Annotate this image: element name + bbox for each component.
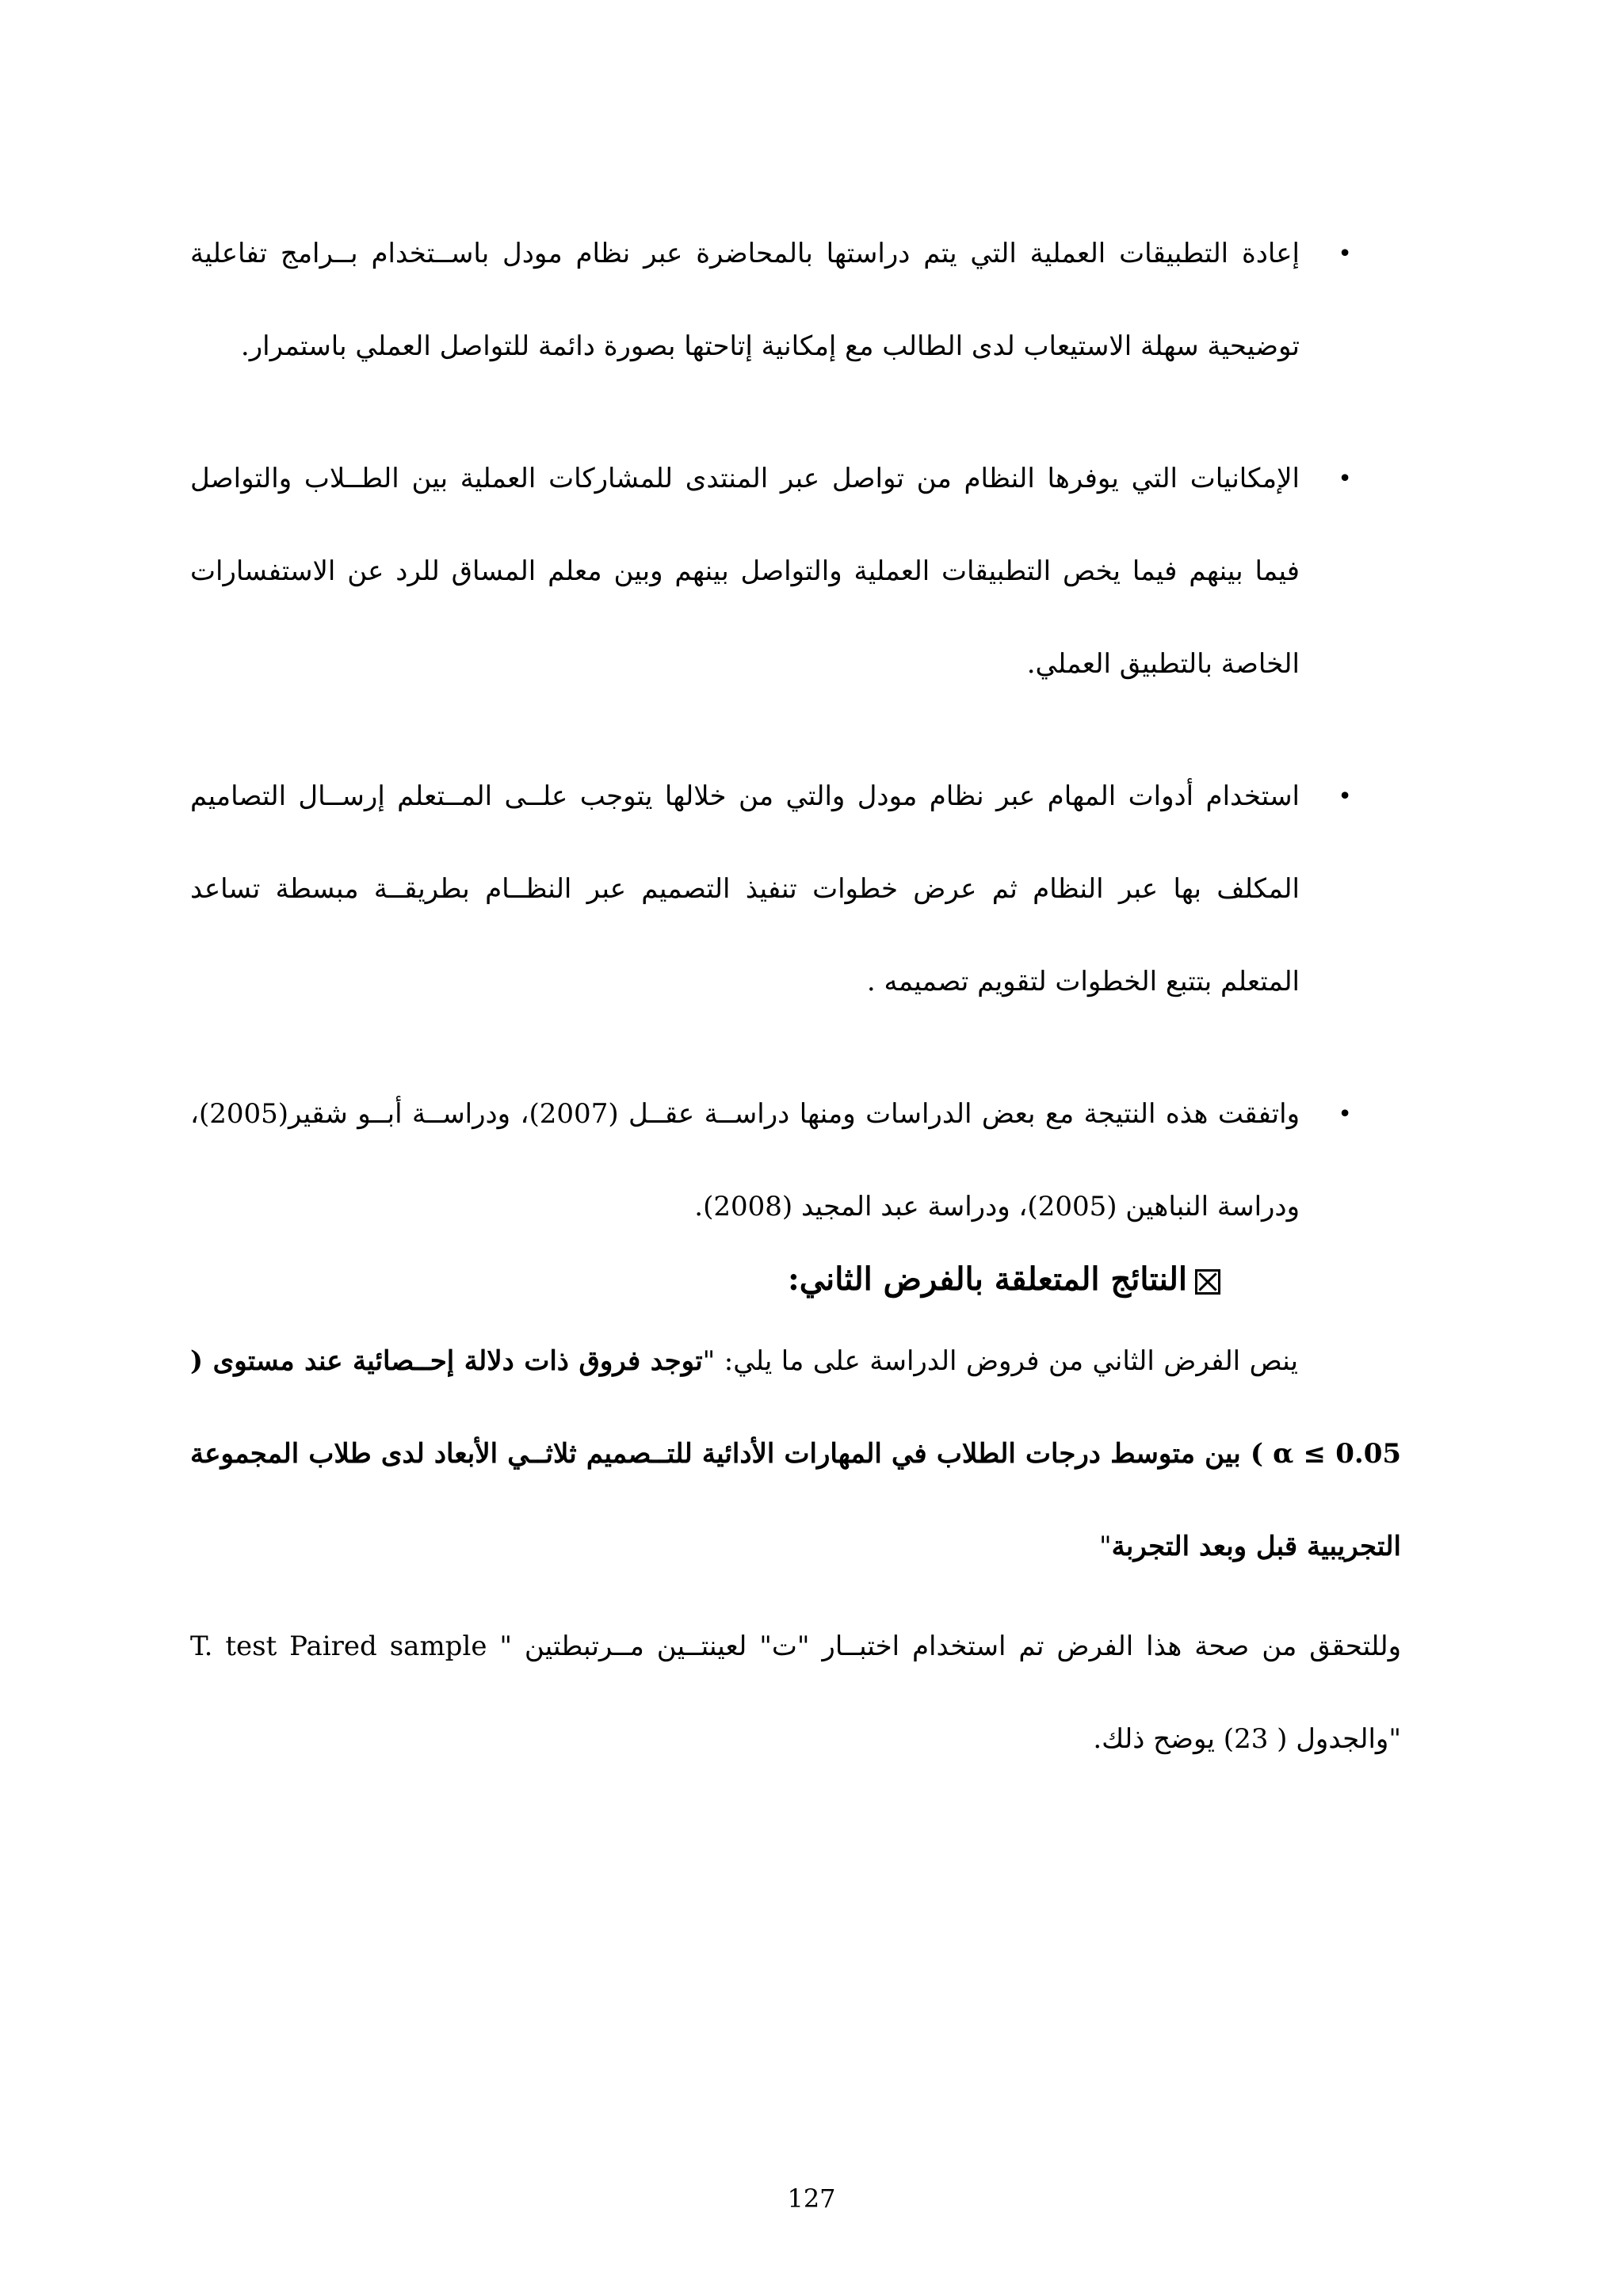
bullet-text: إعادة التطبيقات العملية التي يتم دراستها بالمحاضرة عبر نظام مودل باســتخدام بــرامج تفاعلية توضيحية سهلة الاستيعاب لدى الطالب مع إمكانية إتاحتها بصورة دائمة للتواصل العملي باستمرار. (190, 238, 1300, 362)
checkbox-x-icon (1195, 1269, 1220, 1295)
bullet-item-1 (190, 208, 1352, 393)
page-number: 127 (787, 2183, 836, 2214)
section-heading-text: النتائج المتعلقة بالفرض الثاني: (787, 1261, 1187, 1298)
hypothesis-intro: ينص الفرض الثاني من فروض الدراسة على ما يلي: " (702, 1345, 1298, 1377)
bullet-dot: • (1338, 1100, 1352, 1128)
bullet-item-2 (190, 433, 1352, 711)
bullet-item-4 (190, 1068, 1352, 1253)
bullet-list (190, 208, 1352, 1293)
section-heading (745, 1256, 1220, 1303)
bullet-dot: • (1338, 783, 1352, 810)
bullet-dot: • (1338, 240, 1352, 268)
hypothesis-paragraph (190, 1315, 1401, 1593)
verification-paragraph: وللتحقق من صحة هذا الفرض تم استخدام اختبــار "ت" لعينتــين مــرتبطتين " T. test Paired sample "والجدول ( 23) يوضح ذلك. (190, 1630, 1401, 1755)
bullet-text: الإمكانيات التي يوفرها النظام من تواصل عبر المنتدى للمشاركات العملية بين الطــلاب والتواصل فيما بينهم فيما يخص التطبيقات العملية والتواصل بينهم وبين معلم المساق للرد عن الاستفسارات الخاصة بالتطبيق العملي. (190, 463, 1300, 680)
hypothesis-statement: توجد فروق ذات دلالة إحــصائية عند مستوى ( α ≤ 0.05 ) بين متوسط درجات الطلاب في المهارات الأدائية للتــصميم ثلاثــي الأبعاد لدى طلاب المجموعة التجريبية قبل وبعد التجربة (190, 1345, 1402, 1562)
bullet-text: واتفقت هذه النتيجة مع بعض الدراسات ومنها دراســة عقــل (2007)، ودراســة أبــو شقير(2005)، ودراسة النباهين (2005)، ودراسة عبد المجيد (2008). (190, 1098, 1300, 1222)
bullet-dot: • (1338, 465, 1352, 493)
hypothesis-closing-quote: " (1099, 1531, 1112, 1562)
bullet-item-3 (190, 750, 1352, 1028)
bullet-text: استخدام أدوات المهام عبر نظام مودل والتي من خلالها يتوجب علــى المــتعلم إرســال التصاميم المكلف بها عبر النظام ثم عرض خطوات تنفيذ التصميم عبر النظــام بطريقــة مبسطة تساعد المتعلم بتتبع الخطوات لتقويم تصميمه . (190, 780, 1300, 997)
